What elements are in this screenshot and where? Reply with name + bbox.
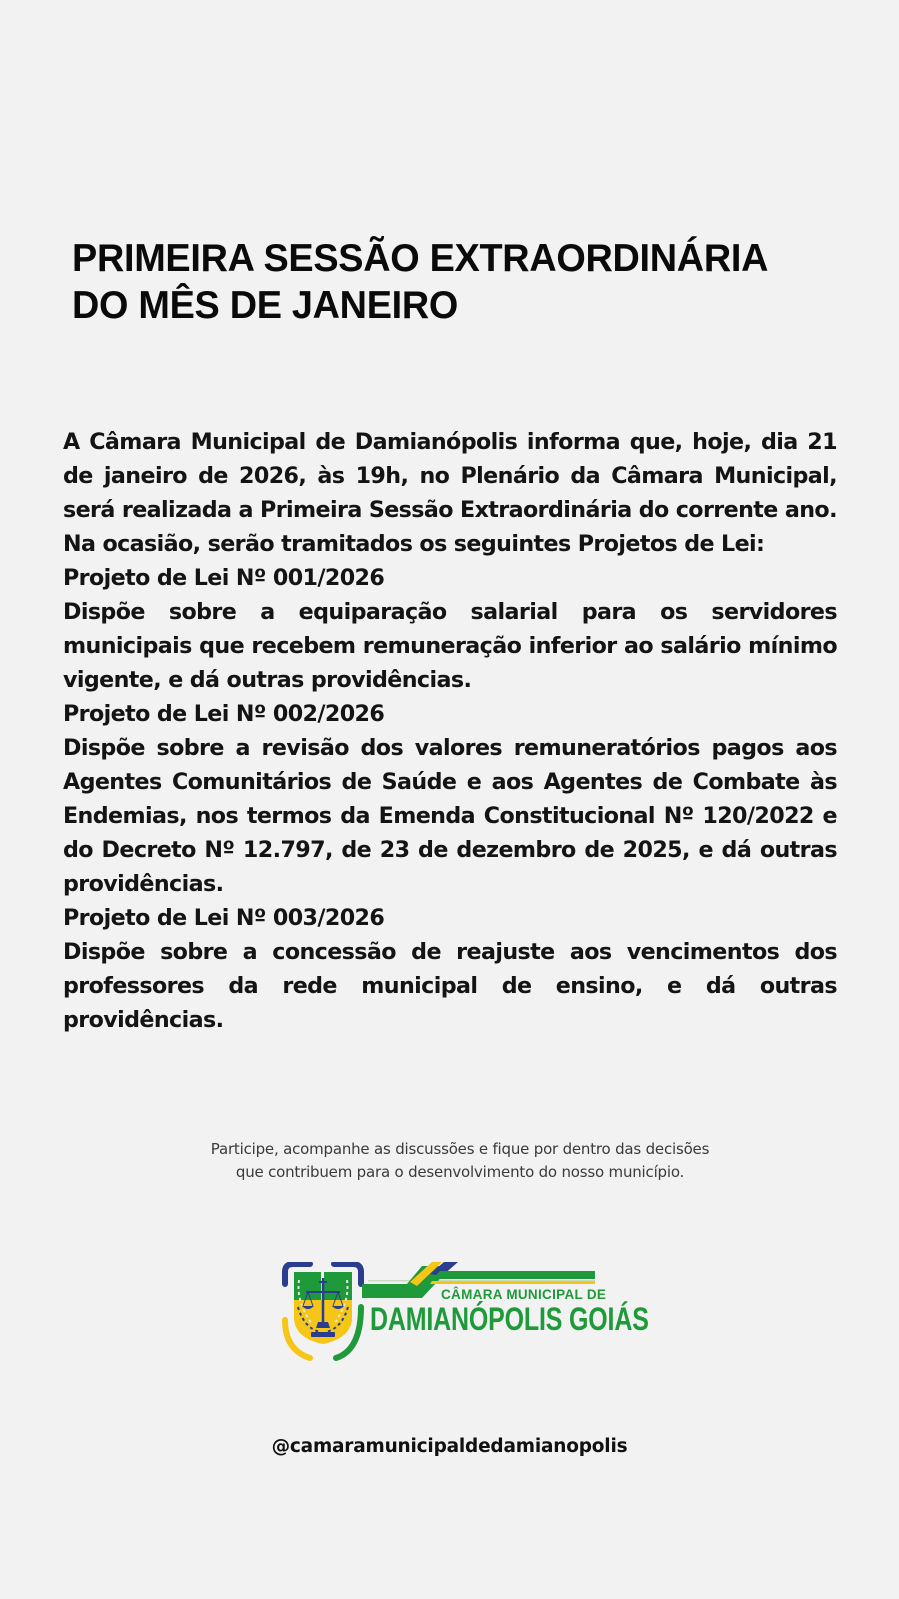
note-line-2: que contribuem para o desenvolvimento do nosso município. bbox=[235, 1163, 685, 1181]
intro-line-2: de janeiro de 2026, às 19h, no Plenário da Câmara Municipal, bbox=[63, 463, 837, 489]
title-line-1: PRIMEIRA SESSÃO EXTRAORDINÁRIA bbox=[72, 237, 769, 280]
bill-description-3: Dispõe sobre a concessão de reajuste aos vencimentos dos professores da rede municipal de ensino, e dá outras providências. bbox=[63, 939, 837, 1033]
bill-number-1: Projeto de Lei Nº 001/2026 bbox=[63, 565, 385, 591]
bill-description-2: Dispõe sobre a revisão dos valores remuneratórios pagos aos Agentes Comunitários de Saúde e aos Agentes de Combate às Endemias, nos termos da Emenda Constitucional Nº 120/2022 e do Decreto Nº 12.797, de 23 de dezembro de 2025, e dá outras providências. bbox=[63, 735, 837, 897]
bill-number-2: Projeto de Lei Nº 002/2026 bbox=[63, 701, 385, 727]
announcement-body bbox=[63, 425, 837, 1037]
participation-note bbox=[150, 1138, 770, 1184]
social-handle[interactable]: @camaramunicipaldedamianopolis bbox=[271, 1436, 628, 1457]
intro-line-3: será realizada a Primeira Sessão Extraordinária do corrente bbox=[63, 497, 778, 523]
bill-description-1: Dispõe sobre a equiparação salarial para os servidores municipais que recebem remuneração inferior ao salário mínimo vigente, e dá outras providências. bbox=[63, 599, 837, 693]
page-title bbox=[72, 235, 838, 329]
logo-text-line-2: DAMIANÓPOLIS GOIÁS bbox=[370, 1301, 649, 1337]
bill-number-3: Projeto de Lei Nº 003/2026 bbox=[63, 905, 385, 931]
title-line-2: DO MÊS DE JANEIRO bbox=[72, 284, 459, 327]
note-line-1: Participe, acompanhe as discussões e fique por dentro das decisões bbox=[210, 1140, 710, 1158]
intro-line-1: A Câmara Municipal de Damianópolis informa que, hoje, dia 21 bbox=[63, 429, 837, 455]
intro-line-4: ano. bbox=[784, 497, 837, 523]
logo-text-line-1: CÂMARA MUNICIPAL DE bbox=[441, 1287, 607, 1302]
lead-in: Na ocasião, serão tramitados os seguintes Projetos de Lei: bbox=[63, 531, 765, 557]
intro-paragraph bbox=[63, 425, 837, 527]
